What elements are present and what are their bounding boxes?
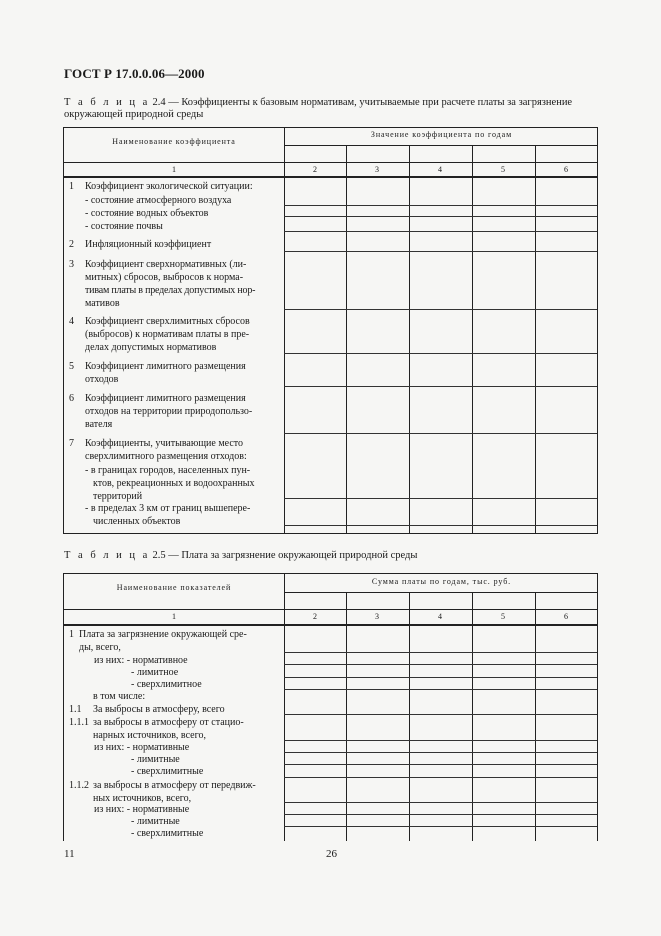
- table-row: [69, 258, 281, 314]
- col-number: 4: [438, 612, 442, 621]
- cell-divider: [284, 309, 597, 310]
- table-row: [69, 716, 281, 744]
- row-text: сверхлимитного размещения отходов:: [85, 451, 247, 462]
- caption-text: 2.4 — Коэффициенты к базовым нормативам, учитываемые при расчете платы за загрязнение окружающей природной среды: [64, 97, 573, 120]
- col-values-header: Сумма платы по годам, тыс. руб.: [371, 577, 512, 586]
- header-divider: [64, 609, 597, 610]
- table-row: [69, 464, 281, 504]
- caption-label: Т а б л и ц а: [64, 550, 150, 561]
- column-divider: [284, 128, 285, 533]
- col-number: 5: [501, 165, 505, 174]
- row-number: 1: [69, 629, 74, 640]
- row-number: 7: [69, 438, 74, 449]
- col-number: 6: [564, 165, 568, 174]
- table-row: [69, 392, 281, 434]
- column-divider: [409, 145, 410, 533]
- col-number: 4: [438, 165, 442, 174]
- table-row: из них: - нормативные: [94, 804, 190, 815]
- table-row: [69, 437, 281, 465]
- row-text: Коэффициент лимитного размещения: [85, 361, 246, 372]
- cell-divider: [284, 826, 597, 827]
- row-text: Коэффициент лимитного размещения: [85, 393, 246, 404]
- table-row: - лимитное: [131, 667, 179, 678]
- column-divider: [535, 145, 536, 533]
- row-text: численных объектов: [93, 516, 181, 527]
- col-values-header: Значение коэффициента по годам: [370, 130, 513, 139]
- table-2-4-caption: [64, 97, 604, 121]
- cell-divider: [284, 764, 597, 765]
- row-text: ды, всего,: [79, 642, 121, 653]
- col-number: 2: [313, 612, 317, 621]
- table-row: [69, 315, 281, 357]
- row-text: ных источников, всего,: [93, 793, 192, 804]
- header-divider: [64, 162, 597, 163]
- table-row: - сверхлимитные: [131, 828, 204, 839]
- col-name-header: Наименование коэффициента: [112, 137, 236, 146]
- cell-divider: [284, 777, 597, 778]
- cell-divider: [284, 353, 597, 354]
- col-name-header: Наименование показателей: [116, 583, 232, 592]
- row-text: Инфляционный коэффициент: [85, 239, 212, 250]
- header-divider: [64, 624, 597, 626]
- cell-divider: [284, 814, 597, 815]
- page-number: 26: [326, 848, 337, 860]
- caption-text: 2.5 — Плата за загрязнение окружающей природной среды: [152, 550, 418, 561]
- table-2-5-caption: [64, 550, 604, 562]
- row-text: за выбросы в атмосферу от передвиж-: [93, 780, 256, 791]
- table-row: - сверхлимитные: [131, 766, 204, 777]
- table-2-4: [63, 127, 598, 534]
- header-divider: [284, 592, 597, 593]
- table-row: - сверхлимитное: [131, 679, 202, 690]
- row-text: За выбросы в атмосферу, всего: [93, 704, 225, 715]
- table-row: [69, 502, 281, 530]
- row-number: 1: [69, 181, 74, 192]
- row-text: тивам платы в пределах допустимых нор-: [85, 285, 256, 296]
- row-text: - в границах городов, населенных пун-: [85, 465, 251, 476]
- col-number: 3: [375, 165, 379, 174]
- table-row: [69, 360, 281, 388]
- table-row: - состояние атмосферного воздуха: [85, 195, 232, 206]
- row-text: делах допустимых нормативов: [85, 342, 217, 353]
- table-row: - лимитные: [131, 754, 180, 765]
- column-divider: [535, 592, 536, 841]
- cell-divider: [284, 525, 597, 526]
- col-number: 1: [172, 612, 176, 621]
- row-text: Коэффициент экологической ситуации:: [85, 181, 253, 192]
- cell-divider: [284, 689, 597, 690]
- row-text: - в пределах 3 км от границ вышепере-: [85, 503, 251, 514]
- row-text: территорий: [93, 491, 143, 502]
- row-text: Коэффициент сверхнормативных (ли-: [85, 259, 247, 270]
- row-text: Коэффициенты, учитывающие место: [85, 438, 244, 449]
- row-number: 6: [69, 393, 74, 404]
- col-number: 5: [501, 612, 505, 621]
- column-divider: [284, 574, 285, 841]
- column-divider: [346, 592, 347, 841]
- cell-divider: [284, 498, 597, 499]
- table-row: из них: - нормативные: [94, 742, 190, 753]
- row-text: отходов: [85, 374, 119, 385]
- table-row: - лимитные: [131, 816, 180, 827]
- row-number: 1.1: [69, 704, 82, 715]
- row-text: Коэффициент сверхлимитных сбросов: [85, 316, 250, 327]
- cell-divider: [284, 205, 597, 206]
- column-divider: [472, 145, 473, 533]
- row-text: митных) сбросов, выбросов к норма-: [85, 272, 244, 283]
- row-number: 4: [69, 316, 74, 327]
- table-row: из них: - нормативное: [94, 655, 188, 666]
- row-text: вателя: [85, 419, 113, 430]
- cell-divider: [284, 652, 597, 653]
- row-number: 5: [69, 361, 74, 372]
- table-row: [69, 628, 281, 656]
- row-number: 1.1.2: [69, 780, 89, 791]
- cell-divider: [284, 752, 597, 753]
- cell-divider: [284, 714, 597, 715]
- row-text: за выбросы в атмосферу от стацио-: [93, 717, 244, 728]
- document-title: ГОСТ Р 17.0.0.06—2000: [64, 66, 205, 81]
- cell-divider: [284, 677, 597, 678]
- row-number: 2: [69, 239, 74, 250]
- column-divider: [409, 592, 410, 841]
- cell-divider: [284, 251, 597, 252]
- col-number: 3: [375, 612, 379, 621]
- caption-label: Т а б л и ц а: [64, 97, 150, 108]
- header-divider: [64, 176, 597, 178]
- table-row: - состояние водных объектов: [85, 208, 209, 219]
- cell-divider: [284, 216, 597, 217]
- col-number: 6: [564, 612, 568, 621]
- col-number: 1: [172, 165, 176, 174]
- header-divider: [284, 145, 597, 146]
- table-row: - состояние почвы: [85, 221, 163, 232]
- cell-divider: [284, 386, 597, 387]
- cell-divider: [284, 433, 597, 434]
- row-number: 3: [69, 259, 74, 270]
- cell-divider: [284, 664, 597, 665]
- column-divider: [472, 592, 473, 841]
- cell-divider: [284, 740, 597, 741]
- row-text: отходов на территории природопользо-: [85, 406, 253, 417]
- cell-divider: [284, 802, 597, 803]
- table-row: в том числе:: [93, 691, 146, 702]
- col-number: 2: [313, 165, 317, 174]
- row-text: мативов: [85, 298, 120, 309]
- row-number: 1.1.1: [69, 717, 89, 728]
- row-text: Плата за загрязнение окружающей сре-: [79, 629, 247, 640]
- row-text: нарных источников, всего,: [93, 730, 206, 741]
- table-2-5: [63, 573, 598, 841]
- footer-left-number: 11: [64, 848, 75, 860]
- row-text: (выбросов) к нормативам платы в пре-: [85, 329, 250, 340]
- column-divider: [346, 145, 347, 533]
- cell-divider: [284, 231, 597, 232]
- row-text: ктов, рекреационных и водоохранных: [93, 478, 255, 489]
